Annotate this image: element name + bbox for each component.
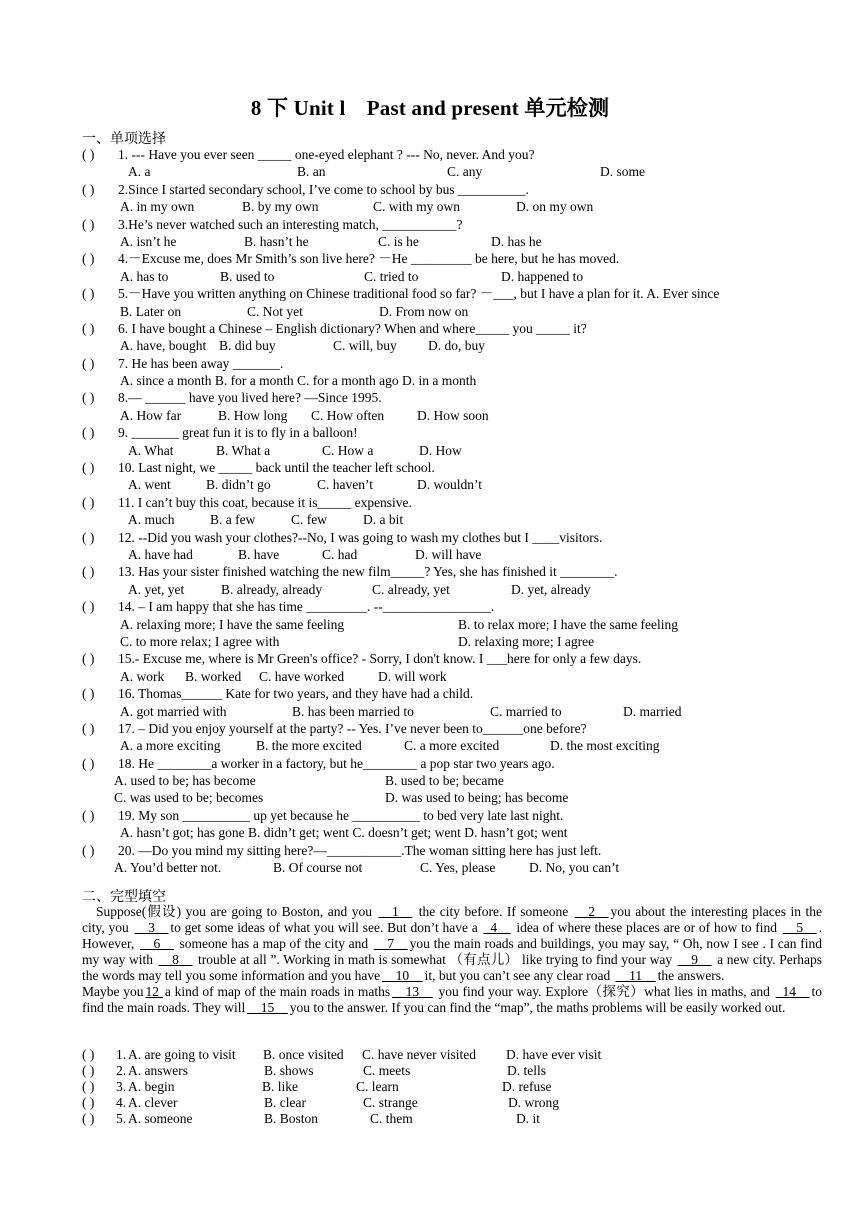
passage-text: idea of where these places are or of how to find xyxy=(512,920,781,935)
answer-option: D. was used to being; has become xyxy=(385,790,569,806)
answer-option: B. used to xyxy=(220,268,275,284)
cloze-paragraph-1 xyxy=(82,904,822,984)
question-item xyxy=(82,216,827,233)
answer-option: D. married xyxy=(623,703,682,719)
answer-option: C. a more excited xyxy=(404,738,500,754)
answer-option: C. strange xyxy=(363,1095,418,1110)
answer-bracket: ( ) xyxy=(82,216,95,232)
section-heading-cloze: 二、完型填空 xyxy=(82,889,166,905)
passage-text: someone has a map of the city and xyxy=(175,936,372,951)
options-row xyxy=(82,859,827,876)
question-stem: 11. I can’t buy this coat, because it is_____ expensive. xyxy=(118,494,412,510)
cloze-question-item xyxy=(82,1063,822,1079)
answer-option: B. clear xyxy=(264,1095,306,1110)
passage-text: the answers. xyxy=(657,968,725,983)
passage-text: the city before. If someone xyxy=(414,904,573,919)
passage-text: you find your way. Explore（探究）what lies in maths, and xyxy=(434,984,774,999)
answer-bracket: ( ) xyxy=(82,720,95,736)
options-row xyxy=(82,668,827,685)
passage-text: . However, xyxy=(82,920,822,951)
answer-bracket: ( ) xyxy=(82,355,95,371)
answer-bracket: ( ) xyxy=(82,1095,95,1110)
cloze-blank: __15__ xyxy=(247,1000,288,1015)
question-stem: 17. – Did you enjoy yourself at the party? -- Yes. I’ve never been to______one before? xyxy=(118,720,587,736)
question-item xyxy=(82,285,827,302)
multiple-choice-list xyxy=(82,146,827,876)
page-title: 8 下 Unit l Past and present 单元检测 xyxy=(250,96,610,120)
answer-option: A. work xyxy=(120,668,165,684)
question-stem: 9. _______ great fun it is to fly in a balloon! xyxy=(118,425,358,441)
answer-option: B. like xyxy=(262,1079,298,1094)
question-item xyxy=(82,807,827,824)
answer-option: C. meets xyxy=(363,1063,411,1078)
cloze-blank: _4__ xyxy=(483,920,511,935)
answer-option: C. few xyxy=(291,512,327,528)
answer-option: B. Of course not xyxy=(273,860,363,876)
answer-option: D. How soon xyxy=(417,407,489,423)
answer-option: D. happened to xyxy=(501,268,584,284)
answer-bracket: ( ) xyxy=(82,425,95,441)
answer-option: A. hasn’t got; has gone B. didn’t get; went C. doesn’t get; went D. hasn’t got; went xyxy=(120,825,568,841)
question-number: 2. xyxy=(116,1063,127,1078)
answer-bracket: ( ) xyxy=(82,494,95,510)
question-number: 1. xyxy=(116,1047,127,1062)
answer-option: B. has been married to xyxy=(292,703,414,719)
cloze-blank: __3__ xyxy=(134,920,169,935)
answer-option: C. learn xyxy=(356,1079,399,1094)
cloze-blank: __5__ xyxy=(782,920,817,935)
question-stem: 13. Has your sister finished watching the new film_____? Yes, she has finished it ________. xyxy=(118,564,618,580)
question-item xyxy=(82,598,827,615)
cloze-question-item xyxy=(82,1079,822,1095)
question-stem: 19. My son __________ up yet because he __________ to bed very late last night. xyxy=(118,807,564,823)
question-stem: 6. I have bought a Chinese – English dictionary? When and where_____ you _____ it? xyxy=(118,320,587,336)
answer-option: B. shows xyxy=(264,1063,314,1078)
question-item xyxy=(82,355,827,372)
passage-text: you the main roads and buildings, you may say, “ Oh, now I see . I can find my way with xyxy=(82,936,822,967)
answer-option: B. did buy xyxy=(219,338,276,354)
question-item xyxy=(82,685,827,702)
question-item xyxy=(82,529,827,546)
answer-option: D. will work xyxy=(378,668,447,684)
answer-option: B. didn’t go xyxy=(206,477,271,493)
answer-option: B. already, already xyxy=(221,581,323,597)
answer-option: C. Yes, please xyxy=(420,860,496,876)
answer-option: C. How often xyxy=(311,407,385,423)
answer-option: C. How a xyxy=(322,442,374,458)
options-row xyxy=(82,824,827,841)
answer-option: C. had xyxy=(322,546,358,562)
options-row xyxy=(82,616,827,633)
options-row xyxy=(82,633,827,650)
answer-option: B. worked xyxy=(185,668,242,684)
answer-option: B. hasn’t he xyxy=(244,233,309,249)
options-row xyxy=(82,703,827,720)
answer-option: A. have had xyxy=(128,546,193,562)
cloze-question-item xyxy=(82,1047,822,1063)
question-stem: 5.－Have you written anything on Chinese traditional food so far? －___, but I have a plan for it. A. Ever since xyxy=(118,286,720,302)
answer-option: D. yet, already xyxy=(511,581,591,597)
options-row xyxy=(82,546,827,563)
question-item xyxy=(82,250,827,267)
answer-option: C. tried to xyxy=(364,268,419,284)
answer-bracket: ( ) xyxy=(82,286,95,302)
answer-option: B. have xyxy=(238,546,280,562)
answer-option: B. Boston xyxy=(264,1111,319,1126)
question-stem: 10. Last night, we _____ back until the teacher left school. xyxy=(118,460,435,476)
answer-option: A. someone xyxy=(128,1111,193,1126)
answer-option: A. answers xyxy=(128,1063,188,1078)
answer-option: A. relaxing more; I have the same feeling xyxy=(120,616,345,632)
answer-option: A. got married with xyxy=(120,703,227,719)
answer-option: D. wrong xyxy=(508,1095,559,1110)
cloze-blank: __8__ xyxy=(158,952,193,967)
question-stem: 14. – I am happy that she has time _________. --________________. xyxy=(118,599,495,615)
passage-text: you to the answer. If you can find the “map”, the maths problems will be easily worked out. xyxy=(289,1000,786,1015)
answer-bracket: ( ) xyxy=(82,651,95,667)
answer-bracket: ( ) xyxy=(82,460,95,476)
answer-option: A. How far xyxy=(120,407,182,423)
cloze-question-item xyxy=(82,1111,822,1127)
options-row xyxy=(82,737,827,754)
question-item xyxy=(82,494,827,511)
answer-option: C. married to xyxy=(490,703,562,719)
answer-option: A. went xyxy=(128,477,171,493)
question-stem: 8.— ______ have you lived here? —Since 1995. xyxy=(118,390,382,406)
answer-option: A. a more exciting xyxy=(120,738,221,754)
options-row xyxy=(82,511,827,528)
answer-option: C. Not yet xyxy=(247,303,303,319)
answer-option: C. to more relax; I agree with xyxy=(120,633,280,649)
question-stem: 20. —Do you mind my sitting here?—___________.The woman sitting here has just left. xyxy=(118,842,602,858)
answer-option: A. since a month B. for a month C. for a month ago D. in a month xyxy=(120,373,477,389)
question-item xyxy=(82,389,827,406)
question-item xyxy=(82,563,827,580)
answer-option: A. a xyxy=(128,164,151,180)
options-row xyxy=(82,303,827,320)
question-item xyxy=(82,720,827,737)
question-stem: 12. --Did you wash your clothes?--No, I was going to wash my clothes but I ____visitors. xyxy=(118,529,603,545)
answer-bracket: ( ) xyxy=(82,181,95,197)
answer-option: D. do, buy xyxy=(428,338,485,354)
answer-option: A. isn’t he xyxy=(120,233,177,249)
answer-bracket: ( ) xyxy=(82,599,95,615)
answer-option: D. a bit xyxy=(363,512,404,528)
question-stem: 7. He has been away _______. xyxy=(118,355,284,371)
cloze-blank: __10__ xyxy=(382,968,423,983)
answer-option: A. clever xyxy=(128,1095,178,1110)
cloze-question-item xyxy=(82,1095,822,1111)
answer-option: D. will have xyxy=(415,546,482,562)
answer-bracket: ( ) xyxy=(82,807,95,823)
answer-option: B. an xyxy=(297,164,326,180)
answer-option: A. yet, yet xyxy=(128,581,185,597)
answer-option: A. are going to visit xyxy=(128,1047,236,1062)
answer-option: D. the most exciting xyxy=(550,738,660,754)
options-row xyxy=(82,407,827,424)
options-row xyxy=(82,476,827,493)
passage-text: to get some ideas of what you will see. But don’t have a xyxy=(170,920,482,935)
answer-option: B. the more excited xyxy=(256,738,362,754)
question-number: 3. xyxy=(116,1079,127,1094)
answer-option: C. was used to be; becomes xyxy=(114,790,264,806)
answer-option: B. used to be; became xyxy=(385,773,504,789)
cloze-blank: __9__ xyxy=(677,952,712,967)
options-row xyxy=(82,442,827,459)
question-stem: 15.- Excuse me, where is Mr Green's office? - Sorry, I don't know. I ___here for only a few days. xyxy=(118,651,642,667)
options-row xyxy=(82,581,827,598)
answer-option: D. some xyxy=(600,164,645,180)
answer-option: A. has to xyxy=(120,268,169,284)
answer-option: A. much xyxy=(128,512,175,528)
question-stem: 4.－Excuse me, does Mr Smith’s son live here? －He _________ be here, but he has moved. xyxy=(118,251,620,267)
answer-option: A. begin xyxy=(128,1079,175,1094)
answer-bracket: ( ) xyxy=(82,1047,95,1062)
cloze-blank: __7__ xyxy=(373,936,408,951)
question-stem: 18. He ________a worker in a factory, but he________ a pop star two years ago. xyxy=(118,755,555,771)
answer-option: D. has he xyxy=(491,233,542,249)
question-number: 4. xyxy=(116,1095,127,1110)
answer-option: C. any xyxy=(447,164,483,180)
answer-option: D. have ever visit xyxy=(506,1047,602,1062)
answer-bracket: ( ) xyxy=(82,686,95,702)
passage-text: to find the main roads. They will xyxy=(82,984,822,1015)
options-row xyxy=(82,772,827,789)
answer-bracket: ( ) xyxy=(82,1063,95,1078)
question-stem: 1. --- Have you ever seen _____ one-eyed elephant ? --- No, never. And you? xyxy=(118,147,535,162)
answer-option: A. used to be; has become xyxy=(114,773,256,789)
cloze-blank: __2__ xyxy=(574,904,609,919)
question-number: 5. xyxy=(116,1111,127,1126)
answer-option: D. refuse xyxy=(502,1079,552,1094)
options-row xyxy=(82,268,827,285)
answer-option: D. relaxing more; I agree xyxy=(458,633,595,649)
answer-bracket: ( ) xyxy=(82,147,95,162)
answer-option: A. have, bought xyxy=(120,338,207,354)
section-heading-multiple-choice: 一、单项选择 xyxy=(82,131,166,147)
answer-option: C. already, yet xyxy=(372,581,450,597)
question-item xyxy=(82,320,827,337)
question-stem: 2.Since I started secondary school, I’ve come to school by bus __________. xyxy=(118,181,529,197)
question-item xyxy=(82,755,827,772)
answer-bracket: ( ) xyxy=(82,842,95,858)
passage-text: Maybe you xyxy=(82,984,144,999)
cloze-blank: __1__ xyxy=(378,904,413,919)
question-item xyxy=(82,146,827,163)
options-row xyxy=(82,337,827,354)
answer-option: C. will, buy xyxy=(333,338,397,354)
answer-option: A. You’d better not. xyxy=(114,860,222,876)
answer-bracket: ( ) xyxy=(82,529,95,545)
answer-bracket: ( ) xyxy=(82,1079,95,1094)
question-stem: 16. Thomas______ Kate for two years, and they have had a child. xyxy=(118,686,474,702)
answer-bracket: ( ) xyxy=(82,251,95,267)
question-item xyxy=(82,424,827,441)
answer-bracket: ( ) xyxy=(82,755,95,771)
cloze-blank: 12 xyxy=(145,984,163,999)
answer-option: D. From now on xyxy=(379,303,469,319)
answer-option: D. it xyxy=(516,1111,541,1126)
answer-option: C. them xyxy=(370,1111,413,1126)
answer-option: B. How long xyxy=(218,407,288,423)
answer-option: C. have never visited xyxy=(362,1047,476,1062)
question-item xyxy=(82,842,827,859)
cloze-passage xyxy=(82,904,822,1016)
options-row xyxy=(82,198,827,215)
cloze-blank: __13__ xyxy=(392,984,433,999)
question-item xyxy=(82,459,827,476)
cloze-blank: _14__ xyxy=(775,984,810,999)
answer-option: A. in my own xyxy=(120,199,195,215)
answer-option: C. haven’t xyxy=(317,477,373,493)
options-row xyxy=(82,233,827,250)
answer-option: B. What a xyxy=(216,442,271,458)
options-row xyxy=(82,372,827,389)
answer-option: A. What xyxy=(128,442,174,458)
question-item xyxy=(82,181,827,198)
question-item xyxy=(82,650,827,667)
passage-text: trouble at all ”. Working in math is somewhat （有点儿） like trying to find your way xyxy=(194,952,676,967)
passage-text: Suppose(假设) you are going to Boston, and you xyxy=(96,904,377,919)
answer-option: B. once visited xyxy=(263,1047,344,1062)
answer-option: D. tells xyxy=(507,1063,546,1078)
answer-option: B. to relax more; I have the same feeling xyxy=(458,616,679,632)
answer-option: C. have worked xyxy=(259,668,345,684)
answer-option: C. with my own xyxy=(373,199,461,215)
cloze-blank: __11__ xyxy=(615,968,656,983)
answer-option: D. No, you can’t xyxy=(529,860,620,876)
answer-option: B. by my own xyxy=(242,199,319,215)
answer-option: B. Later on xyxy=(120,303,182,319)
answer-option: D. wouldn’t xyxy=(417,477,483,493)
passage-text: a kind of map of the main roads in maths xyxy=(164,984,391,999)
options-row xyxy=(82,789,827,806)
answer-bracket: ( ) xyxy=(82,320,95,336)
cloze-blank: __6__ xyxy=(140,936,174,951)
passage-text: you about the interesting places in the city, you xyxy=(82,904,822,935)
answer-option: D. How xyxy=(419,442,462,458)
cloze-paragraph-2 xyxy=(82,984,822,1016)
answer-bracket: ( ) xyxy=(82,390,95,406)
answer-option: D. on my own xyxy=(516,199,594,215)
answer-option: B. a few xyxy=(210,512,256,528)
answer-option: C. is he xyxy=(378,233,419,249)
options-row xyxy=(82,163,827,180)
question-stem: 3.He’s never watched such an interesting match, ___________? xyxy=(118,216,463,232)
cloze-question-list xyxy=(82,1047,822,1127)
passage-text: it, but you can’t see any clear road xyxy=(424,968,614,983)
answer-bracket: ( ) xyxy=(82,1111,95,1126)
passage-text: a new city. Perhaps the words may tell you some information and you have xyxy=(82,952,823,983)
answer-bracket: ( ) xyxy=(82,564,95,580)
